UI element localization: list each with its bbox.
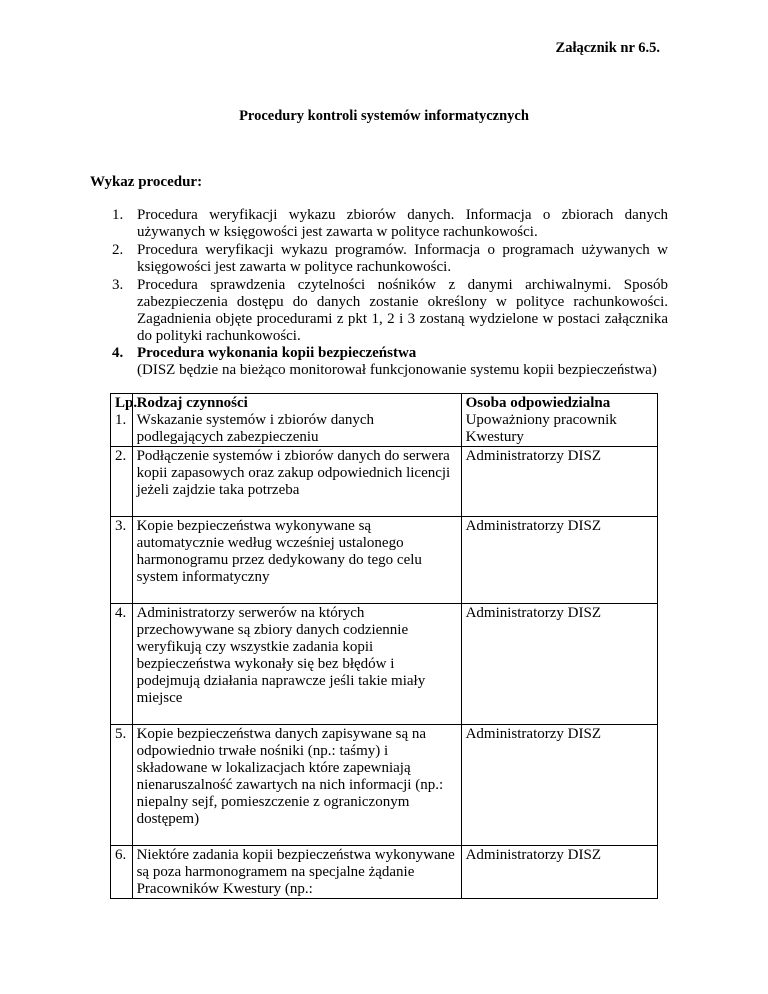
table-cell-person xyxy=(461,846,657,899)
table-cell-person xyxy=(461,604,657,725)
cell-person: Upoważniony pracownik Kwestury xyxy=(465,412,617,445)
cell-lp: 4. xyxy=(115,605,127,621)
backup-procedure-heading xyxy=(112,345,692,362)
cell-task: Niektóre zadania kopii bezpieczeństwa wykonywane są poza harmonogramem na specjalne żądanie Pracowników Kwestury (np.: xyxy=(136,847,455,897)
backup-tasks-table xyxy=(110,393,658,899)
procedure-text: Procedura weryfikacji wykazu programów. Informacja o programach używanych w księgowości jest zawarta w polityce rachunkowości. xyxy=(137,242,668,275)
procedure-text: Procedura sprawdzenia czytelności nośników z danymi archiwalnymi. Sposób zabezpieczenia dostępu do danych zostanie określony w polityce rachunkowości. Zagadnienia objęte procedurami z pkt 1, 2 i 3 zostaną wydzielone w postaci załącznika do polityki rachunkowości. xyxy=(137,277,668,344)
table-cell-task xyxy=(132,604,461,725)
table-cell-lp xyxy=(111,604,133,725)
table-cell-lp xyxy=(111,394,138,447)
procedures-subtitle: Wykaz procedur: xyxy=(90,174,203,190)
cell-person: Administratorzy DISZ xyxy=(465,847,601,863)
procedure-list xyxy=(112,207,668,346)
table-cell-person xyxy=(461,447,657,517)
cell-task: Administratorzy serwerów na których przechowywane są zbiory danych codziennie weryfikują czy wszystkie zadania kopii bezpieczeństwa wykonały się bez błędów i podejmują działania naprawcze jeśli takie miały miejsce xyxy=(136,605,426,706)
table-cell-lp xyxy=(111,725,133,846)
cell-person: Administratorzy DISZ xyxy=(465,605,601,621)
cell-lp: 3. xyxy=(115,518,127,534)
table-cell-lp xyxy=(111,517,133,604)
column-header-lp: Lp. xyxy=(115,395,138,411)
cell-task: Kopie bezpieczeństwa danych zapisywane są na odpowiednio trwałe nośniki (np.: taśmy) i składowane w lokalizacjach które zapewniają nienaruszalność zawartych na nich informacji (np.: niepalny sejf, pomieszczenie z ograniczonym dostępem) xyxy=(136,726,444,827)
procedure-item xyxy=(112,207,668,241)
cell-lp: 5. xyxy=(115,726,127,742)
table-cell-task xyxy=(132,394,461,447)
procedure-item xyxy=(112,242,668,276)
backup-procedure-section xyxy=(112,345,692,379)
table-row xyxy=(111,725,658,846)
table-row xyxy=(111,394,658,447)
annex-label: Załącznik nr 6.5. xyxy=(555,40,660,56)
table-cell-task xyxy=(132,846,461,899)
cell-task: Wskazanie systemów i zbiorów danych podlegających zabezpieczeniu xyxy=(136,412,375,445)
table-row xyxy=(111,447,658,517)
table-cell-task xyxy=(132,725,461,846)
column-header-task: Rodzaj czynności xyxy=(136,395,248,411)
cell-task: Kopie bezpieczeństwa wykonywane są automatycznie według wcześniej ustalonego harmonogramu przez dedykowany do tego celu system informatyczny xyxy=(136,518,422,585)
table-row xyxy=(111,604,658,725)
table-cell-person xyxy=(461,725,657,846)
procedure-number: 2. xyxy=(112,242,124,258)
cell-person: Administratorzy DISZ xyxy=(465,448,601,464)
cell-lp: 1. xyxy=(115,412,127,428)
table-cell-lp xyxy=(111,846,133,899)
cell-lp: 2. xyxy=(115,448,127,464)
document-title: Procedury kontroli systemów informatycznych xyxy=(239,108,529,124)
table-cell-task xyxy=(132,447,461,517)
procedure-number: 4. xyxy=(112,345,124,361)
backup-procedure-title: Procedura wykonania kopii bezpieczeństwa xyxy=(137,345,417,361)
procedure-number: 1. xyxy=(112,207,124,223)
procedure-number: 3. xyxy=(112,277,124,293)
table-row xyxy=(111,517,658,604)
table-cell-person xyxy=(461,394,657,447)
table-cell-lp xyxy=(111,447,133,517)
table-cell-person xyxy=(461,517,657,604)
cell-person: Administratorzy DISZ xyxy=(465,726,601,742)
procedure-item xyxy=(112,277,668,345)
backup-procedure-note: (DISZ będzie na bieżąco monitorował funkcjonowanie systemu kopii bezpieczeństwa) xyxy=(137,362,657,378)
cell-lp: 6. xyxy=(115,847,127,863)
column-header-person: Osoba odpowiedzialna xyxy=(465,395,611,411)
cell-person: Administratorzy DISZ xyxy=(465,518,601,534)
cell-task: Podłączenie systemów i zbiorów danych do serwera kopii zapasowych oraz zakup odpowiednich licencji jeżeli zajdzie taka potrzeba xyxy=(136,448,451,498)
table-cell-task xyxy=(132,517,461,604)
procedure-text: Procedura weryfikacji wykazu zbiorów danych. Informacja o zbiorach danych używanych w księgowości jest zawarta w polityce rachunkowości. xyxy=(137,207,668,240)
table-row xyxy=(111,846,658,899)
